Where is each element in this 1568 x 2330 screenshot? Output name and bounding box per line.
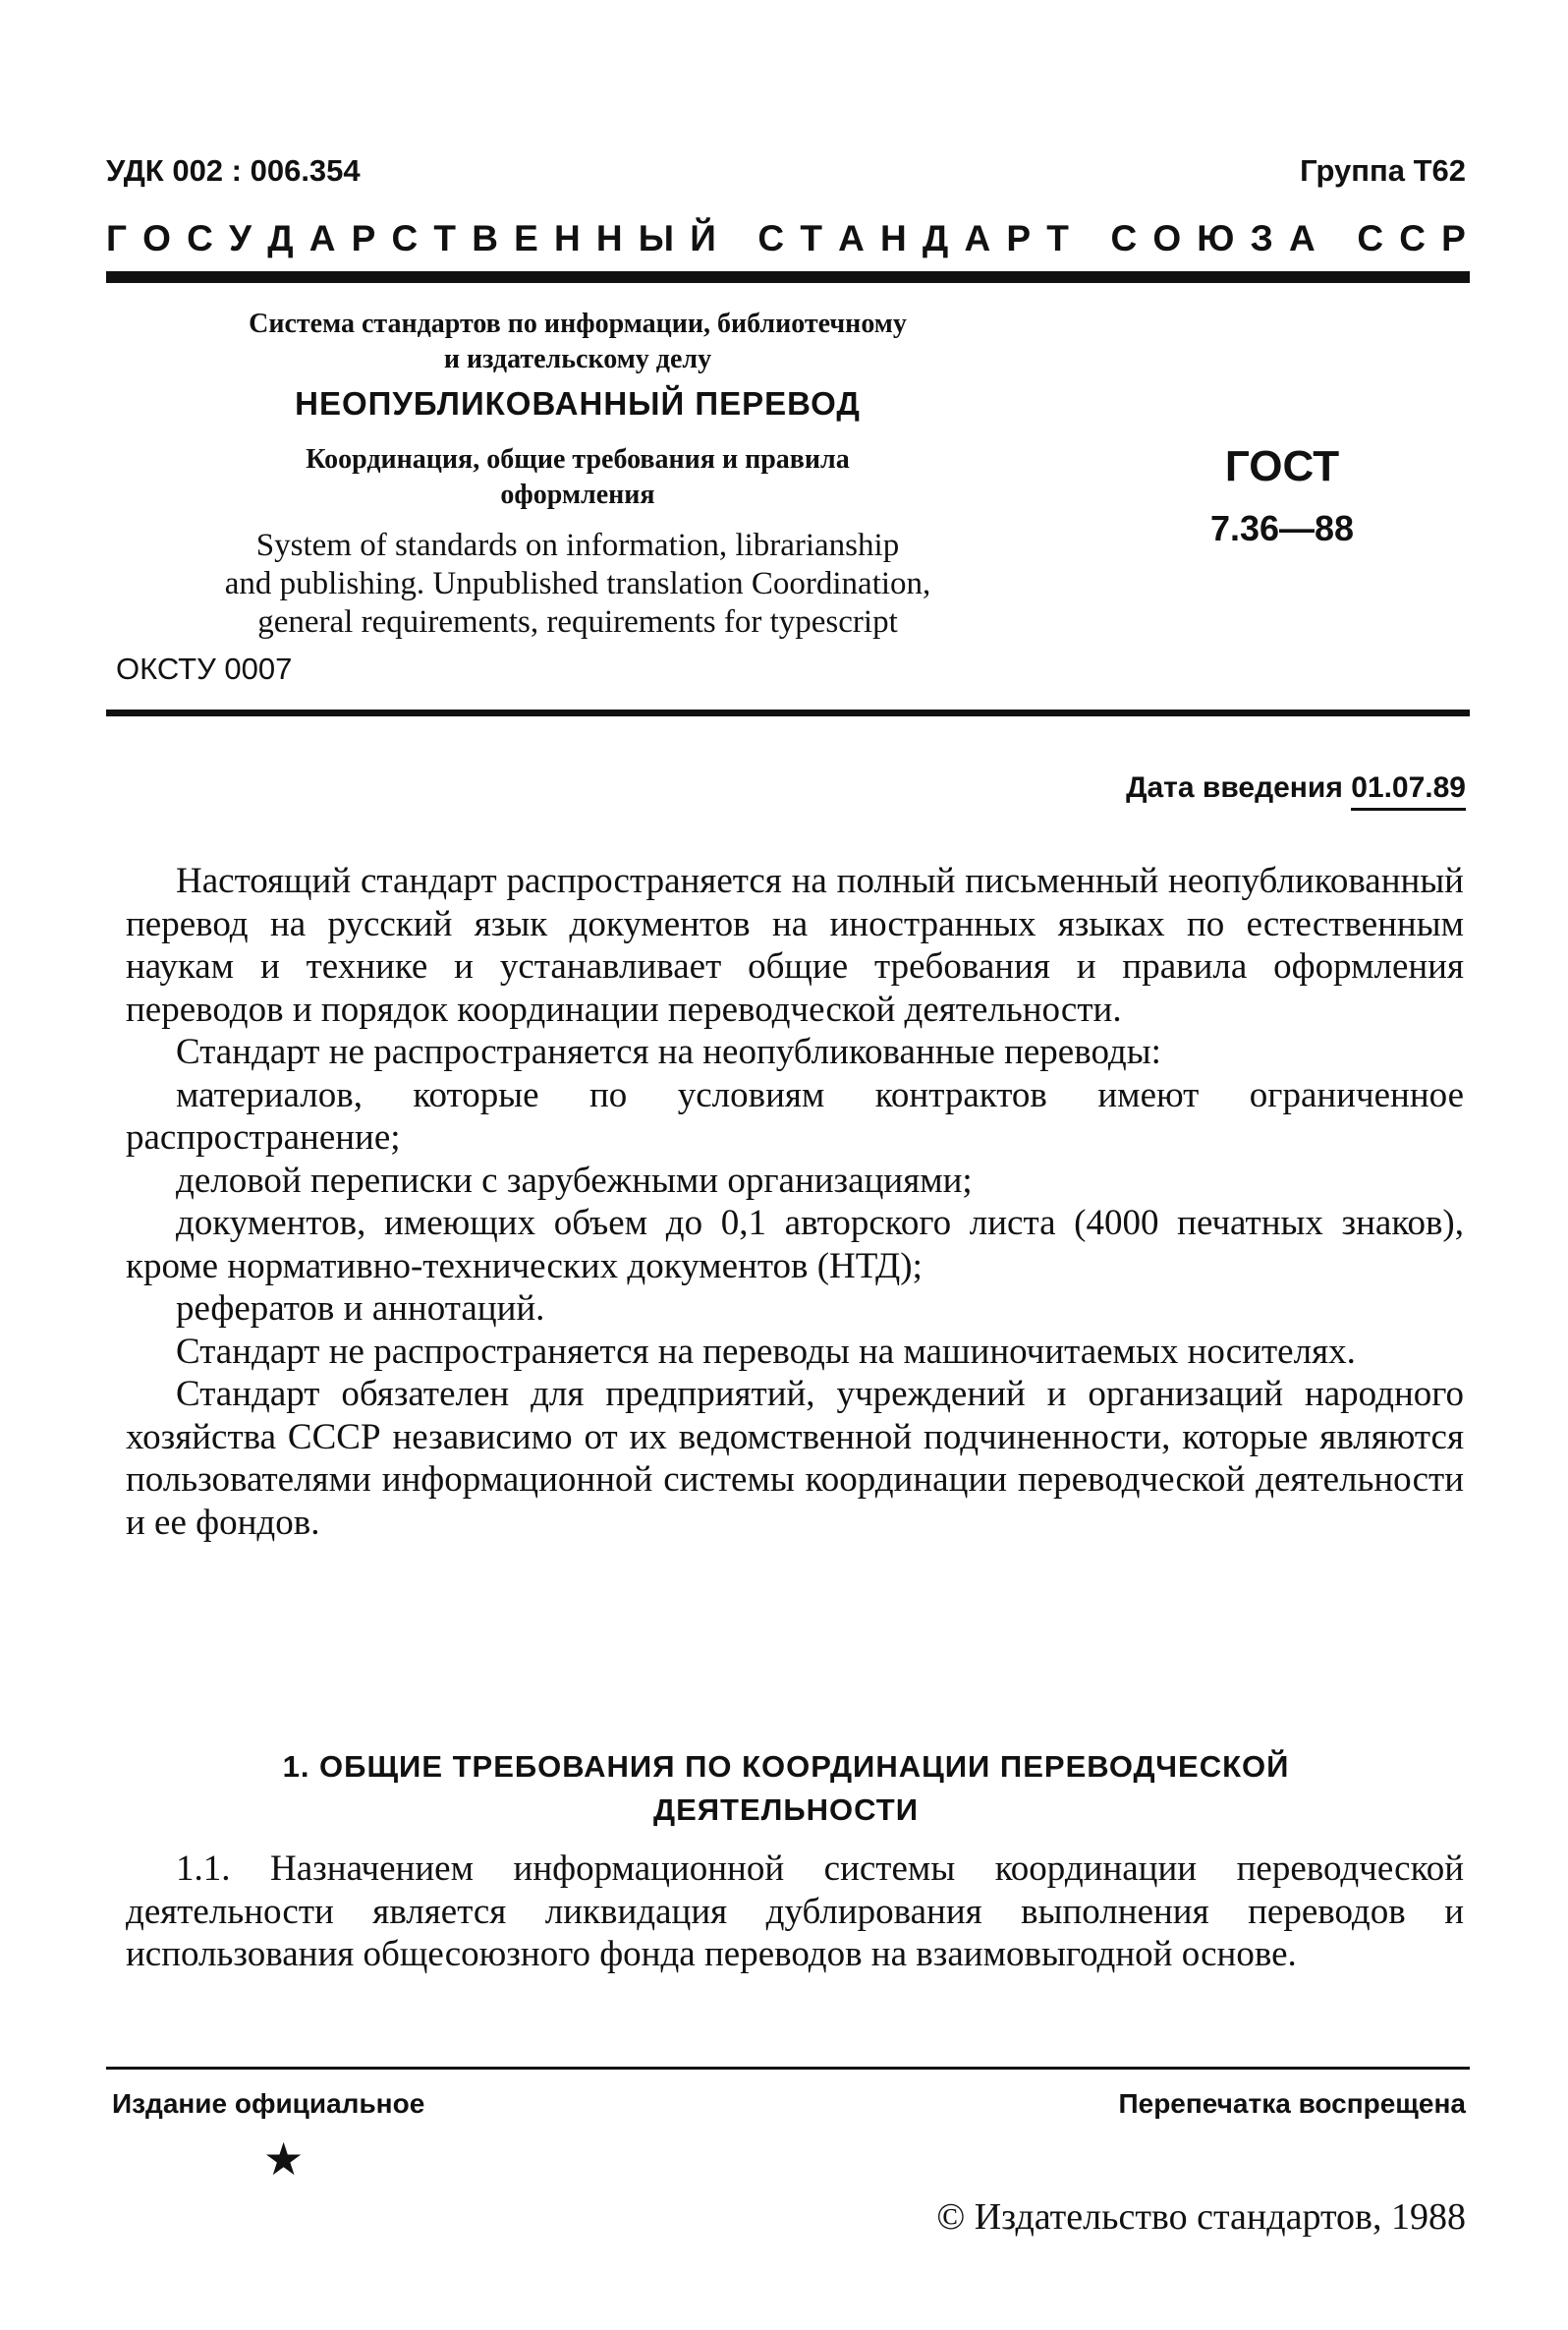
heading-letter: С <box>1110 218 1138 258</box>
system-line-2: и издательскому делу <box>443 344 712 374</box>
heading-letter: А <box>308 218 336 258</box>
gost-label: ГОСТ <box>1224 442 1340 490</box>
subtitle-line-1: Координация, общие требования и правила <box>306 444 850 475</box>
body-text <box>126 860 1464 1544</box>
paragraph-exclusions: Стандарт не распространяется на неопубликованные переводы: <box>176 1032 1161 1072</box>
heading-letter <box>732 218 742 259</box>
copyright-notice: © Издательство стандартов, 1988 <box>936 2196 1466 2238</box>
heading-letter: Т <box>800 218 822 258</box>
document-title: НЕОПУБЛИКОВАННЫЙ ПЕРЕВОД <box>295 385 861 422</box>
heading-letter: А <box>1288 218 1316 258</box>
paragraph-documents: документов, имеющих объем до 0,1 авторского листа (4000 печатных знаков), кроме нормативно-технических документов (НТД); <box>126 1203 1464 1286</box>
top-thick-rule <box>106 271 1470 283</box>
section-1-text <box>126 1847 1464 1976</box>
reprint-prohibited: Перепечатка воспрещена <box>1118 2088 1466 2119</box>
paragraph-materials: материалов, которые по условиям контрактов имеют ограниченное распространение; <box>126 1074 1464 1158</box>
section-heading-line-2: ДЕЯТЕЛЬНОСТИ <box>652 1792 920 1827</box>
paragraph-correspondence: деловой переписки с зарубежными организациями; <box>176 1160 973 1201</box>
heading-letter: Р <box>1441 218 1466 258</box>
heading-letter: Ю <box>1197 218 1235 258</box>
heading-letter <box>1085 218 1094 259</box>
oksty-code: ОКСТУ 0007 <box>116 652 293 686</box>
section-heading-line-1: 1. ОБЩИЕ ТРЕБОВАНИЯ ПО КООРДИНАЦИИ ПЕРЕВОДЧЕСКОЙ <box>282 1749 1290 1784</box>
english-line-1: System of standards on information, librarianship <box>255 528 900 563</box>
group-code: Группа Т62 <box>1300 153 1466 188</box>
english-line-2: and publishing. Unpublished translation Coordination, <box>224 566 931 601</box>
heading-letter: С <box>391 218 419 258</box>
heading-letter: Е <box>514 218 538 258</box>
heading-letter: С <box>757 218 785 258</box>
clause-1-1: 1.1. Назначением информационной системы координации переводческой деятельности является ликвидация дублирования выполнения переводов и использования общесоюзного фонда переводов на взаимовыгодной основе. <box>126 1848 1464 1974</box>
heading-letter: Р <box>1006 218 1032 258</box>
system-line <box>106 307 1049 377</box>
date-label: Дата введения <box>1126 771 1343 804</box>
heading-letter: А <box>838 218 865 258</box>
paragraph-scope: Настоящий стандарт распространяется на полный письменный неопубликованный перевод на русский язык документов на иностранных языках по естественным наукам и технике и устанавливает общие требования и правила оформления переводов и порядок координации переводческой деятельности. <box>126 861 1464 1030</box>
english-title <box>106 527 1049 642</box>
heading-letter: Н <box>595 218 623 258</box>
heading-letter: О <box>142 218 171 258</box>
heading-letter: В <box>472 218 498 258</box>
document-subtitle <box>106 442 1049 513</box>
heading-letter: Т <box>433 218 457 258</box>
heading-letter: Й <box>690 218 716 258</box>
heading-letter: Д <box>922 218 949 258</box>
heading-letter: З <box>1250 218 1273 258</box>
heading-letter: Р <box>351 218 376 258</box>
date-value: 01.07.89 <box>1351 771 1466 811</box>
heading-letter: О <box>1152 218 1182 258</box>
heading-letter: А <box>964 218 991 258</box>
heading-letter: У <box>229 218 252 258</box>
gost-number: 7.36—88 <box>1209 508 1355 548</box>
official-edition: Издание официальное <box>112 2088 425 2119</box>
section-1-heading <box>106 1745 1466 1832</box>
heading-letter: С <box>1399 218 1426 258</box>
mid-thick-rule <box>106 710 1470 716</box>
heading-letter: Д <box>267 218 294 258</box>
subtitle-line-2: оформления <box>500 480 655 510</box>
heading-letter: Ы <box>638 218 675 258</box>
heading-letter: С <box>187 218 213 258</box>
heading-letter: Н <box>553 218 581 258</box>
heading-letter: Н <box>880 218 907 258</box>
paragraph-mandatory: Стандарт обязателен для предприятий, учреждений и организаций народного хозяйства СССР независимо от их ведомственной подчиненности, которые являются пользователями информационной системы координации переводческой деятельности и ее фондов. <box>126 1374 1464 1543</box>
heading-letter: Т <box>1046 218 1069 258</box>
footer-rule <box>106 2067 1470 2070</box>
state-standard-heading <box>106 218 1466 259</box>
system-line-1: Система стандартов по информации, библиотечному <box>249 309 907 339</box>
introduction-date <box>1126 771 1466 805</box>
star-icon: ★ <box>263 2134 305 2185</box>
paragraph-machine-readable: Стандарт не распространяется на переводы на машиночитаемых носителях. <box>176 1331 1356 1372</box>
paragraph-abstracts: рефератов и аннотаций. <box>176 1288 545 1329</box>
heading-letter: С <box>1357 218 1384 258</box>
english-line-3: general requirements, requirements for typescript <box>257 604 898 640</box>
heading-letter: Г <box>106 218 127 258</box>
heading-letter <box>1331 218 1341 259</box>
udk-code: УДК 002 : 006.354 <box>106 153 361 188</box>
